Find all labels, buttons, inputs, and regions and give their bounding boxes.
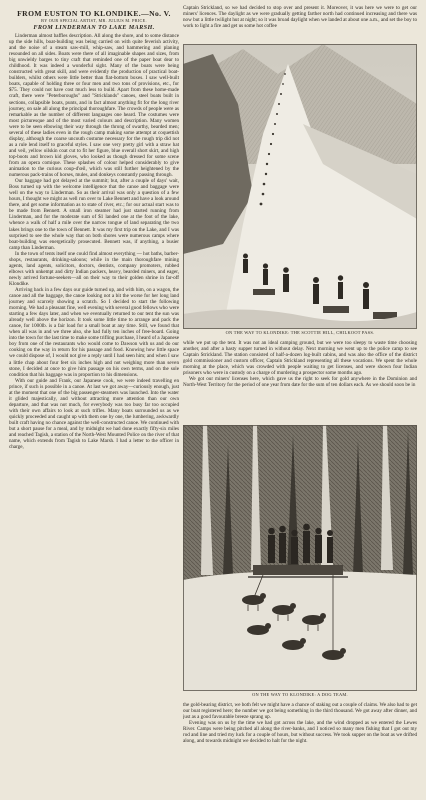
article-subtitle: FROM LINDERMAN TO LAKE MARSH. [33,24,155,31]
article-title: FROM EUSTON TO KLONDIKE.—No. V. [17,9,171,18]
paragraph: while we put up the tent. It was not an ideal camping ground, but we were too sleepy to waste time choosing another, and after a hasty supper turned in without delay. Next morning we went up to the police camp to see Captain Strickland. The station consisted of half-a-dozen log-built cabins, and was also the office of the district gold commissioner and custom officer, Captain Strickland representing all these vocations. We spent the whole morning at the place, which was crowded with people waiting to get licenses, and were shown four Indian prisoners who were in custody on a charge of murdering a prospector some months ago. [183,340,417,377]
chilkoot-pass-illustration [183,44,417,329]
paragraph: Captain Strickland, so we had decided to stop over and present it. Moreover, it was here we were to get our miners' licences. The daylight as we were gradually getting farther north had continued increasing and there was now but a little twilight hut at night; so it was broad daylight when we landed at about one a.m., and set the boy to work to light a fire and get us some hot coffee [183,5,417,30]
paragraph: Linderman almost baffles description. All along the shore, and to some distance up the side hills, boat-building was being carried on with quite feverish activity, and the noise of a steam saw-mill, whip-saw, and hammering and planing resounded on all sides. Boats were there of all imaginable shapes and sizes, from big unwieldy barges to tiny craft that reminded one of the paper boat dear to childhood. It was indeed a wonderful sight. Many of the boats were being constructed with great skill, and were evidently the production of practical boat-builders, whilst others were little better than flat-bottom boxes. I saw well-built boats, capable of holding three or four men and two tons of provisions, etc., for $75. They could not have cost much less to build. Apart from these home-made craft, there were "Peterboroughs" and "Stricklands" canoes, steel boats built in sections, collapsible boats, punts, and in fact almost anything fit for the long river journey, on sale all along the principal thoroughfare. The crowds of people were as remarkable as the number of different languages one heard. The costumes were most picturesque and of the most varied colours and description. Many women were to be seen elbowing their way through the throng of swarthy, bearded men; several of these ladies even in the rough camp making some attempt at coquettish display, although the coarse uncouth costume necessary for the rough trip did not as a rule lend itself to graceful styles. I saw one very pretty girl with a straw hat and veil, yellow oilskin coat cut to fit her figure, blue overall short skirt, and high top-boots and brown kid gloves, who looked as though dressed for some scene from an opera comique. These splashes of colour helped considerably to give animation to the curious coup-d'œil, which was still further heightened by the numerous pack-trains of horses, mules, and donkeys constantly passing through. [9,33,179,179]
paragraph: Evening was on us by the time we had got across the lake, and the wind dropped as we entered the Lewes River. Camps were being pitched all along the river-banks, and I noticed so many men fishing that I got out my rod and line and tried my luck for a couple of hours, but without success. We took supper on the boat as we drifted along, and towards midnight we decided to halt for the night. [183,720,417,745]
dog-team-illustration [183,425,417,691]
paragraph: With our guide and Frank, our Japanese cook, we were indeed travelling en prince, if such is possible in a canoe. At last we got away—curiously enough, just at the moment that one of the big passenger-steamers was launched. Into the water it glided majestically, and without attracting more attention than our own departure, and that was not much, for everybody was too busy far too occupied with their own affairs to look at such trifles. Many boats surrounded us as we quickly proceeded and caught up with them one by one, the lumbering, awkwardly built craft having no chance against the well-constructed canoe. We continued with but a short pause for a meal, and by midnight we had done exactly fifty-six miles and reached Tagish, a station of the North-West Mounted Police on the river of that name, which extends from Tagish to Lake Marsh. I had a letter to the officer in charge, [9,377,179,451]
paragraph: Our baggage had got delayed at the summit; but, after a couple of days' wait, Boss turned up with the welcome intelligence that the canoe and baggage were well on the way to Linderman. So as their arrival was only a question of a few hours, I thought we might as well run over to Lake Bennett and have a look around there, and get some information as to state of river, etc.; for our actual start was to be made from Bennett. A small iron steamer had just started running from Linderman, and for the moderate sum of $1 landed one at the foot of the lake, whence a walk of half a mile over the narrow tongue of land separating the two lakes brings one to the town of Bennett. It was my first trip on the Lake, and I was surprised to see the whole way that on both shores were numerous camps where boat-building was energetically prosecuted. Bennett was, if anything, a busier camp than Linderman. [9,178,179,251]
article-byline: BY OUR SPECIAL ARTIST, MR. JULIUS M. PRICE. [41,18,147,23]
top-figure-caption: ON THE WAY TO KLONDIKE: THE SCOTTIE HILL, CHILKOOT PASS. [225,330,375,335]
left-column [9,5,179,797]
paragraph: the gold-bearing district, we both felt we might have a chance of staking out a couple of claims. We also had to get our boat registered here; the number we got being something in the third thousand. We got away after dinner, and just as a good favourable breeze sprang up. [183,702,417,721]
right-column-middle-text [183,340,417,422]
paragraph: Arriving back in a few days our guide turned up, and with him, on a wagon, the canoe and all the baggage, the canoe looking not a bit the worse for her long land journey and scarcely showing a scratch. So I decided to start the following morning. We had a pleasant fine, well evening with several good fellows who were starting a few days later, and when we eventually returned to our tent the sun was already well above the horizon. It took some little time to arrange and pack the canoe, for 1000lb. is a fair load for a small boat at any time. Still, we found that when all was in and we three also, she had fully ten inches of free-board. Going into the town for the last time to make some trifling purchase, I heard of a Japanese boy from one of the restaurants who would come to Dawson with us and do our cooking on the way in return for his passage and food. Knowing how little space we could dispose of, I would not give a reply until I had seen him; and when I saw a little chap about four feet six inches high and not weighing more than seven stone, I decided at once to give him passage on his own terms, and on the sole condition that his baggage was in proportion to his dimensions. [9,286,179,378]
bottom-figure-caption: ON THE WAY TO KLONDIKE: A DOG TEAM. [252,692,348,697]
paragraph: We got our miners' licenses here, which gave us the right to seek for gold anywhere in the Dominion and North-West Territory for the period of one year from date for the sum of ten dollars each. As we should soon be in [183,376,417,389]
right-column-bottom-text [183,702,417,796]
paragraph: In the town of tents itself one could find almost everything — hot baths, barber-shops, restaurants, drinking-saloons; while in the main thoroughfare mining agents, land agents, solicitors, doctors, dentists, company promoters, rubbed elbows with unkempt and dirty Indian packers, heavy, bearded miners, and eager, newly arrived fortune-seekers—all on their way to their golden shrine in far-off Klondike. [9,250,179,287]
right-column-top-text [183,5,417,43]
